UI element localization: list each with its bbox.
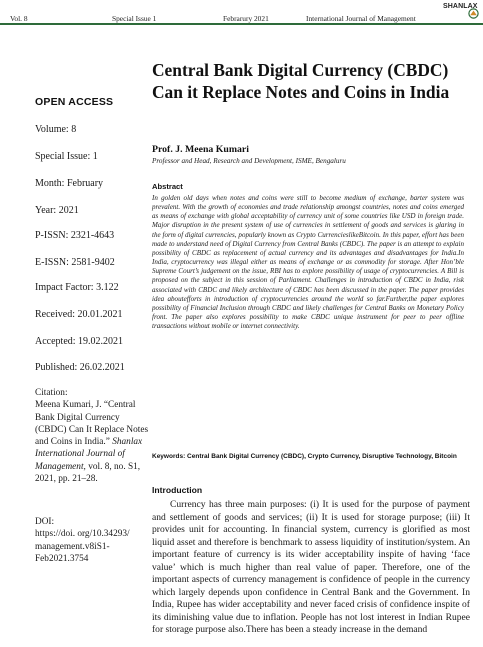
- open-access-label: OPEN ACCESS: [35, 96, 114, 108]
- citation-journal: Shanlax International Journal of Management,: [35, 437, 143, 472]
- doi-label: DOI:: [35, 517, 55, 527]
- header-journal: International Journal of Management: [306, 14, 416, 23]
- article-title: Central Bank Digital Currency (CBDC) Can it Replace Notes and Coins in India: [152, 60, 450, 102]
- header-issue: Special Issue 1: [112, 14, 157, 23]
- keywords-list: Central Bank Digital Currency (CBDC), Crypto Currency, Disruptive Technology, Bitcoin: [187, 453, 457, 460]
- sidebar-volume: Volume: 8: [35, 124, 77, 135]
- abstract-body: In golden old days when notes and coins were still to become medium of exchange, barter system was prevalent. With the growth of economies and trade relationship amongst countries, notes and coins emerged as means of exchange with global acceptability of currency unit of some countries like USD in foreign trade. Major disruption in the present system of use of currencies in settlement of goods and services is glaring in the form of digital currencies, popularly known as Crypto CurrencieslikeBitcoin. In this paper, effort has been made to understand need of Digital Currency from Central Banks (CBDC). The paper is an attempt to explain possibility of CBDC as replacement of actual currency and its advantages and disadvantages for India.In India, cryptocurrency was illegal either as means of exchange or as commodity for storage. After Hon’ble Supreme Court’s judgement on the issue, RBI has to explore possibility of usage of cryptocurrencies. A Bill is proposed on the subject in this session of Parliament. Challenges in introduction of CBDC in India, risk associated with CBDC and likely architecture of CBDC has been discussed in the paper. The paper provides idea aboutefforts in introduction of cryptocurrencies around the world so far.Further,the paper explores possibility of Financial Inclusion through CBDC and likely challenges for Central Banks on Monetary Policy front. The paper also explores possibility to make CBDC unique instrument for peer to peer offline transactions without mobile or internet connectivity.: [152, 194, 464, 331]
- header-volume: Vol. 8: [10, 14, 28, 23]
- sidebar-impact-factor: Impact Factor: 3.122: [35, 282, 119, 293]
- introduction-body: Currency has three main purposes: (i) It is used for the purpose of payment and settlement of goods and services; (ii) It is used for storage purpose; (iii) It provides unit for accounting. In financial system, currency is glorified as most liquid asset and therefore is benchmark to assess liquidity of institution/system. An important feature of currency is its wider acceptability inspite of having ‘face value’ which is much higher than real value of paper. Therefore, one of the important aspects of currency management is confidence of people in the currency which largely depends upon confidence in Central Bank and the Government. In India, Rupee has wider acceptability and never faced crisis of confidence inspite of its diminishing value due to inflation. People has not lost interest in Indian Rupee for storage purpose also.There has been a steady increase in the demand: [152, 499, 470, 636]
- abstract-heading: Abstract: [152, 182, 183, 191]
- article-info-sidebar: [35, 96, 150, 564]
- publisher-name: SHANLAX: [443, 3, 478, 10]
- header-rule: [0, 23, 483, 25]
- sidebar-published: Published: 26.02.2021: [35, 362, 125, 373]
- sidebar-month: Month: February: [35, 178, 104, 189]
- doi-link[interactable]: https://doi. org/10.34293/ management.v8iS1- Feb2021.3754: [35, 529, 130, 564]
- sidebar-special-issue: Special Issue: 1: [35, 151, 98, 162]
- article-author: Prof. J. Meena Kumari: [152, 144, 249, 155]
- doi-block: [35, 516, 150, 565]
- sidebar-p-issn: P-ISSN: 2321-4643: [35, 230, 115, 241]
- header-date: Febrarury 2021: [223, 14, 269, 23]
- citation-block: [35, 387, 150, 485]
- publisher-logo-icon: [468, 8, 479, 19]
- keywords-label: Keywords:: [152, 453, 186, 460]
- publisher-logo: [443, 3, 481, 23]
- sidebar-e-issn: E-ISSN: 2581-9402: [35, 257, 115, 268]
- sidebar-year: Year: 2021: [35, 205, 79, 216]
- citation-text: Meena Kumari, J. “Central Bank Digital Currency (CBDC) Can It Replace Notes and Coins in India.”: [35, 400, 149, 448]
- introduction-heading: Introduction: [152, 485, 203, 495]
- sidebar-received: Received: 20.01.2021: [35, 309, 123, 320]
- journal-header: [0, 0, 483, 26]
- author-affiliation: Professor and Head, Research and Development, ISME, Bengaluru: [152, 157, 346, 165]
- citation-label: Citation:: [35, 388, 68, 398]
- keywords: [152, 452, 464, 462]
- citation-tail: vol. 8, no. S1, 2021, pp. 21–28.: [35, 461, 141, 485]
- sidebar-accepted: Accepted: 19.02.2021: [35, 336, 124, 347]
